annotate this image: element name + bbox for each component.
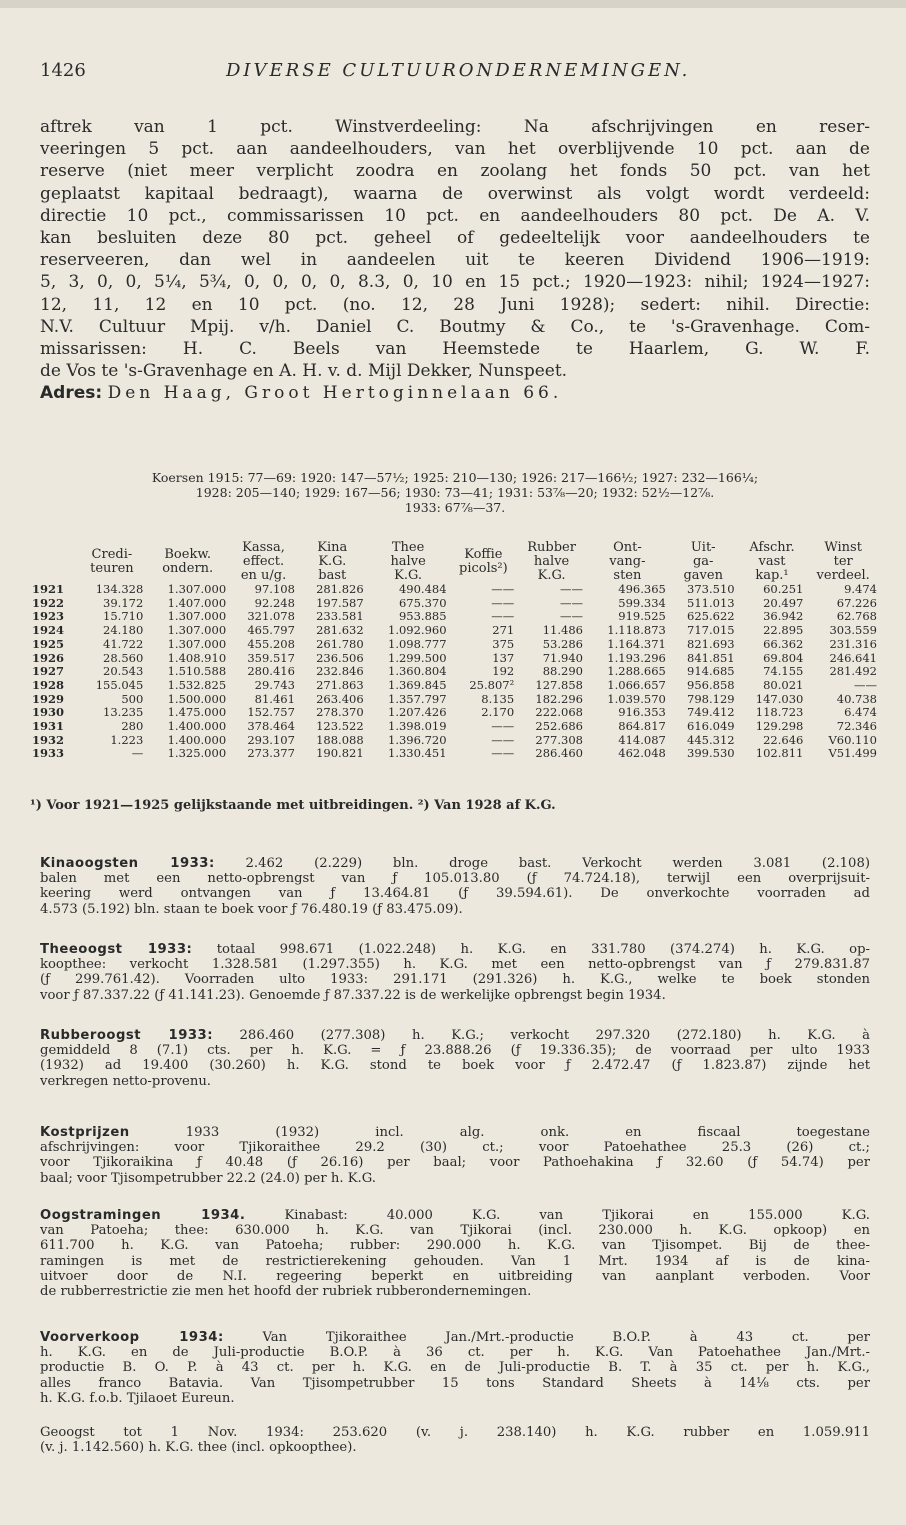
- table-cell: 134.328: [95, 582, 144, 596]
- table-cell: 13.235: [103, 705, 144, 720]
- section-line: Geoogst tot 1 Nov. 1934: 253.620 (v. j. 238.140) h. K.G. rubber en 1.059.911: [40, 1425, 870, 1440]
- section-line: uitvoer door de N.I. regeering beperkt en uitbreiding van aanplant verboden. Voor: [40, 1268, 870, 1284]
- table-cell: 2.170: [481, 705, 515, 720]
- table-cell: ——: [559, 609, 583, 624]
- table-cell: 455.208: [247, 636, 295, 651]
- table-cell: 675.370: [398, 595, 447, 610]
- table-cell: 80.021: [763, 677, 804, 692]
- column-header-line: picols²): [459, 561, 508, 576]
- column-header-line: Thee: [391, 540, 425, 555]
- year-cell: 1922: [32, 595, 65, 610]
- table-cell: 15.710: [103, 609, 144, 624]
- table-cell: 1.307.000: [167, 636, 227, 651]
- section-line: [40, 942, 870, 957]
- table-cell: ——: [491, 582, 515, 596]
- table-cell: 465.797: [247, 623, 295, 638]
- table-body: [30, 583, 880, 761]
- column-header-line: Afschr.: [749, 540, 795, 555]
- table-cell: 92.248: [254, 595, 295, 610]
- table-cell: 500: [121, 691, 144, 706]
- table-cell: 1.407.000: [167, 595, 227, 610]
- section-line: voor ƒ 87.337.22 (ƒ 41.141.23). Genoemde ƒ 87.337.22 is de werkelijke opbrengst begin 1934.: [40, 987, 666, 1003]
- year-cell: 1929: [32, 691, 65, 706]
- section-paragraph: [40, 1425, 870, 1455]
- table-cell: 1.396.720: [388, 732, 447, 747]
- year-cell: 1926: [32, 650, 65, 665]
- section-line: productie B. O. P. à 43 ct. per h. K.G. en de Juli-productie B. T. à 35 ct. per h. K.G.,: [40, 1360, 870, 1376]
- table-cell: 414.087: [618, 732, 666, 747]
- koersen-line: 1933: 67⅞—37.: [404, 500, 506, 515]
- table-cell: 1.400.000: [167, 719, 227, 734]
- year-cell: 1923: [32, 609, 65, 624]
- section-line: 611.700 h. K.G. van Patoeha; rubber: 290.000 h. K.G. van Tjisompet. Bij de thee-: [40, 1238, 870, 1254]
- table-cell: 261.780: [316, 636, 364, 651]
- section-line: koopthee: verkocht 1.328.581 (1.297.355) h. K.G. met een netto-opbrengst van ƒ 279.831.87: [40, 957, 870, 973]
- column-header: [738, 541, 807, 583]
- table-cell: 616.049: [687, 719, 735, 734]
- table-cell: 22.646: [763, 732, 804, 747]
- table-cell: 66.362: [763, 636, 804, 651]
- section-paragraph: [40, 1125, 870, 1186]
- page-header: [40, 60, 870, 88]
- table-cell: 798.129: [687, 691, 735, 706]
- table-cell: 62.768: [836, 609, 877, 624]
- section-line: [40, 856, 870, 871]
- table-cell: 271.863: [316, 677, 364, 692]
- table-cell: 490.484: [398, 582, 447, 596]
- column-header-line: sten: [613, 568, 642, 583]
- section-text: 1933 (1932) incl. alg. onk. en fiscaal toegestane: [185, 1125, 870, 1140]
- table-cell: 1.510.588: [167, 664, 227, 679]
- table-row: [30, 679, 880, 693]
- table-cell: 53.286: [542, 636, 583, 651]
- table-cell: 1.193.296: [607, 650, 666, 665]
- table-cell: ——: [491, 746, 515, 761]
- koersen-line: Koersen 1915: 77—69: 1920: 147—57½; 1925: 210—130; 1926: 217—166½; 1927: 232—166¼;: [151, 470, 759, 485]
- column-header-line: Boekw.: [164, 547, 212, 562]
- table-cell: 599.334: [618, 595, 666, 610]
- year-cell: 1921: [32, 582, 65, 596]
- table-cell: 445.312: [687, 732, 735, 747]
- table-cell: 1.118.873: [607, 623, 666, 638]
- section-paragraph: [40, 856, 870, 917]
- column-header-line: ter: [833, 554, 853, 569]
- column-header-line: halve: [390, 554, 426, 569]
- table-row: [30, 665, 880, 679]
- column-header: [298, 541, 367, 583]
- column-header-line: Ont-: [613, 540, 642, 555]
- table-cell: 277.308: [535, 732, 583, 747]
- section-text: totaal 998.671 (1.022.248) h. K.G. en 331.780 (374.274) h. K.G. op-: [216, 942, 870, 957]
- table-cell: ——: [491, 609, 515, 624]
- table-cell: 8.135: [481, 691, 515, 706]
- table-cell: 24.180: [103, 623, 144, 638]
- column-header-line: vang-: [609, 554, 646, 569]
- page-number: 1426: [40, 60, 86, 81]
- table-cell: 233.581: [316, 609, 364, 624]
- section-paragraph: [40, 1028, 870, 1089]
- table-cell: 293.107: [247, 732, 295, 747]
- table-cell: 914.685: [687, 664, 735, 679]
- section-line: h. K.G. en de Juli-productie B.O.P. à 36 ct. per h. K.G. Van Patoehathee Jan./Mrt.-: [40, 1345, 870, 1361]
- table-cell: 118.723: [755, 705, 804, 720]
- table-cell: 1.307.000: [167, 609, 227, 624]
- year-cell: 1928: [32, 677, 65, 692]
- table-cell: 102.811: [755, 746, 804, 761]
- running-title: DIVERSE CULTUURONDERNEMINGEN.: [226, 60, 691, 81]
- table-cell: 378.464: [247, 719, 295, 734]
- table-cell: 1.098.777: [388, 636, 447, 651]
- section-paragraph: [40, 942, 870, 1003]
- table-cell: 39.172: [103, 595, 144, 610]
- scan-edge: [0, 0, 906, 8]
- table-cell: 359.517: [247, 650, 295, 665]
- table-cell: 67.226: [836, 595, 877, 610]
- table-cell: 155.045: [95, 677, 144, 692]
- table-cell: 1.223: [110, 732, 144, 747]
- table-cell: 286.460: [535, 746, 583, 761]
- table-cell: 246.641: [829, 650, 877, 665]
- table-cell: 280.416: [247, 664, 295, 679]
- table-cell: 1.207.426: [388, 705, 447, 720]
- adres-line: [40, 382, 870, 404]
- table-cell: 1.357.797: [388, 691, 447, 706]
- table-cell: 273.377: [247, 746, 295, 761]
- financial-table: [30, 541, 880, 761]
- table-cell: 71.940: [542, 650, 583, 665]
- table-cell: 252.686: [535, 719, 583, 734]
- table-cell: 1.500.000: [167, 691, 227, 706]
- column-header-line: kap.¹: [755, 568, 789, 583]
- table-row: [30, 610, 880, 624]
- table-cell: 511.013: [687, 595, 735, 610]
- section-line: alles franco Batavia. Van Tjisompetrubber 15 tons Standard Sheets à 14⅛ cts. per: [40, 1375, 870, 1391]
- section-line: (v. j. 1.142.560) h. K.G. thee (incl. opkoopthee).: [40, 1440, 357, 1456]
- section-line: [40, 1125, 870, 1140]
- table-cell: 188.088: [316, 732, 364, 747]
- year-cell: 1930: [32, 705, 65, 720]
- table-cell: 919.525: [618, 609, 666, 624]
- table-cell: 190.821: [316, 746, 364, 761]
- year-cell: 1932: [32, 732, 65, 747]
- table-cell: 321.078: [247, 609, 295, 624]
- column-header-line: Koffie: [464, 547, 503, 562]
- table-cell: 25.807²: [469, 677, 515, 692]
- table-cell: 281.632: [316, 623, 364, 638]
- table-header-row: [30, 541, 880, 583]
- table-cell: 375: [492, 636, 515, 651]
- section-line: [40, 1330, 870, 1345]
- table-cell: 956.858: [687, 677, 735, 692]
- table-cell: 1.330.451: [388, 746, 447, 761]
- table-cell: 303.559: [829, 623, 877, 638]
- section-line: verkregen netto-provenu.: [40, 1073, 211, 1089]
- column-header-line: verdeel.: [816, 568, 870, 583]
- intro-line: missarissen: H. C. Beels van Heemstede te Haarlem, G. W. F.: [40, 338, 870, 359]
- column-header: [669, 541, 738, 583]
- table-cell: 462.048: [618, 746, 666, 761]
- column-header: [450, 541, 518, 583]
- table-cell: 28.560: [103, 650, 144, 665]
- table-cell: 41.722: [103, 636, 144, 651]
- section-label: Kostprijzen: [40, 1125, 130, 1140]
- column-header-line: Uit-: [690, 540, 716, 555]
- table-cell: 1.164.371: [607, 636, 666, 651]
- column-header-line: en u/g.: [240, 568, 287, 583]
- section-paragraph: [40, 1208, 870, 1299]
- table-cell: 147.030: [755, 691, 804, 706]
- table-cell: 399.530: [687, 746, 735, 761]
- table-cell: 72.346: [836, 719, 877, 734]
- section-line: [40, 1028, 870, 1043]
- table-cell: 717.015: [687, 623, 735, 638]
- table-cell: 22.895: [763, 623, 804, 638]
- table-cell: 1.400.000: [167, 732, 227, 747]
- table-cell: 232.846: [316, 664, 364, 679]
- column-header: [229, 541, 298, 583]
- intro-line: N.V. Cultuur Mpij. v/h. Daniel C. Boutmy & Co., te 's-Gravenhage. Com-: [40, 316, 870, 337]
- column-header: [146, 541, 229, 583]
- table-cell: 1.092.960: [388, 623, 447, 638]
- column-header-line: halve: [533, 554, 570, 569]
- table-cell: 6.474: [844, 705, 877, 720]
- table-cell: 1.325.000: [167, 746, 227, 761]
- table-cell: 88.290: [542, 664, 583, 679]
- column-header: [30, 541, 78, 583]
- table-cell: 496.365: [618, 582, 666, 596]
- table-cell: 1.299.500: [388, 650, 447, 665]
- table-cell: 182.296: [535, 691, 583, 706]
- table-cell: 129.298: [755, 719, 804, 734]
- table-cell: —: [131, 746, 144, 761]
- column-header: [586, 541, 669, 583]
- table-row: [30, 693, 880, 707]
- table-cell: 1.307.000: [167, 623, 227, 638]
- column-header: [806, 541, 880, 583]
- table-cell: 137: [492, 650, 515, 665]
- table-cell: ——: [491, 719, 515, 734]
- table-cell: V60.110: [828, 732, 877, 747]
- column-header-line: teuren: [90, 561, 134, 576]
- table-cell: 281.492: [829, 664, 877, 679]
- table-cell: 1.039.570: [607, 691, 666, 706]
- column-header-line: Credi-: [91, 547, 133, 562]
- section-text: Kinabast: 40.000 K.G. van Tjikorai en 155.000 K.G.: [284, 1208, 870, 1223]
- section-line: [40, 1208, 870, 1223]
- section-line: (1932) ad 19.400 (30.260) h. K.G. stond te boek voor ƒ 2.472.47 (ƒ 1.823.87) zijnde het: [40, 1058, 870, 1074]
- koersen-block: [40, 470, 870, 515]
- table-cell: 841.851: [687, 650, 735, 665]
- table-cell: 123.522: [316, 719, 364, 734]
- section-line: 4.573 (5.192) bln. staan te boek voor ƒ 76.480.19 (ƒ 83.475.09).: [40, 901, 463, 917]
- table-row: [30, 720, 880, 734]
- table-cell: 749.412: [687, 705, 735, 720]
- section-label: Voorverkoop 1934:: [40, 1330, 224, 1345]
- table-row: [30, 583, 880, 597]
- table-cell: 192: [492, 664, 515, 679]
- table-cell: 1.408.910: [167, 650, 227, 665]
- column-header-line: gaven: [683, 568, 723, 583]
- table-cell: 1.398.019: [388, 719, 447, 734]
- section-line: voor Tjikoraikina ƒ 40.48 (ƒ 26.16) per baal; voor Pathoehakina ƒ 32.60 (ƒ 54.74) per: [40, 1155, 870, 1171]
- column-header-line: K.G.: [318, 554, 347, 569]
- table-cell: 11.486: [542, 623, 583, 638]
- table-cell: 74.155: [763, 664, 804, 679]
- column-header-line: Kina: [317, 540, 348, 555]
- column-header-line: Rubber: [527, 540, 576, 555]
- section-paragraph: [40, 1330, 870, 1406]
- column-header-line: K.G.: [394, 568, 423, 583]
- table-cell: 97.108: [254, 582, 295, 596]
- adres-label: Adres:: [40, 383, 103, 404]
- year-cell: 1924: [32, 623, 65, 638]
- section-text: 286.460 (277.308) h. K.G.; verkocht 297.320 (272.180) h. K.G. à: [239, 1028, 870, 1043]
- year-cell: 1933: [32, 746, 65, 761]
- column-header-line: K.G.: [537, 568, 566, 583]
- table-row: [30, 597, 880, 611]
- intro-line: geplaatst kapitaal bedraagt), waarna de overwinst als volgt wordt verdeeld:: [40, 183, 870, 204]
- intro-line: veeringen 5 pct. aan aandeelhouders, van het overblijvende 10 pct. aan de: [40, 139, 870, 160]
- section-label: Theeoogst 1933:: [40, 942, 193, 957]
- section-label: Kinaoogsten 1933:: [40, 856, 215, 871]
- table-cell: 29.743: [254, 677, 295, 692]
- intro-line: de Vos te 's-Gravenhage en A. H. v. d. Mijl Dekker, Nunspeet.: [40, 361, 568, 382]
- intro-line: 5, 3, 0, 0, 5¼, 5¾, 0, 0, 0, 0, 8.3, 0, 10 en 15 pct.; 1920—1923: nihil; 1924—1927:: [40, 272, 870, 293]
- intro-line: directie 10 pct., commissarissen 10 pct. en aandeelhouders 80 pct. De A. V.: [40, 205, 870, 226]
- column-header-line: Winst: [824, 540, 862, 555]
- section-line: h. K.G. f.o.b. Tjilaoet Eureun.: [40, 1390, 235, 1406]
- table-cell: 821.693: [687, 636, 735, 651]
- section-label: Oogstramingen 1934.: [40, 1208, 246, 1223]
- table-cell: 916.353: [618, 705, 666, 720]
- table-cell: 60.251: [763, 582, 804, 596]
- column-header-line: ga-: [692, 554, 714, 569]
- table-cell: 197.587: [316, 595, 364, 610]
- table-row: [30, 706, 880, 720]
- year-cell: 1925: [32, 636, 65, 651]
- column-header-line: ondern.: [162, 561, 214, 576]
- table-cell: ——: [559, 595, 583, 610]
- table-cell: 1.369.845: [388, 677, 447, 692]
- section-line: (ƒ 299.761.42). Voorraden ulto 1933: 291.171 (291.326) h. K.G., welke te boek stonden: [40, 972, 870, 988]
- table-cell: 36.942: [763, 609, 804, 624]
- year-cell: 1931: [32, 719, 65, 734]
- column-header-line: vast: [758, 554, 786, 569]
- table-cell: 1.360.804: [388, 664, 447, 679]
- adres-text: Den Haag, Groot Hertoginnelaan 66.: [107, 383, 563, 404]
- intro-line: kan besluiten deze 80 pct. geheel of gedeeltelijk voor aandeelhouders te: [40, 227, 870, 248]
- intro-line: reserveeren, dan wel in aandeelen uit te keeren Dividend 1906—1919:: [40, 250, 870, 271]
- table-cell: V51.499: [828, 746, 877, 761]
- section-line: baal; voor Tjisompetrubber 22.2 (24.0) per h. K.G.: [40, 1170, 377, 1186]
- table-cell: 152.757: [247, 705, 295, 720]
- section-text: 2.462 (2.229) bln. droge bast. Verkocht werden 3.081 (2.108): [245, 856, 870, 871]
- table-cell: 81.461: [254, 691, 295, 706]
- table-cell: 20.497: [763, 595, 804, 610]
- table-cell: 864.817: [618, 719, 666, 734]
- table-cell: 280: [121, 719, 144, 734]
- table-row: [30, 652, 880, 666]
- intro-line: 12, 11, 12 en 10 pct. (no. 12, 28 Juni 1928); sedert: nihil. Directie:: [40, 294, 870, 315]
- column-header: [78, 541, 147, 583]
- table-cell: 953.885: [398, 609, 447, 624]
- section-line: de rubberrestrictie zie men het hoofd der rubriek rubberondernemingen.: [40, 1283, 532, 1299]
- table-cell: 1.288.665: [607, 664, 666, 679]
- table-cell: ——: [854, 677, 877, 692]
- column-header-line: Kassa,: [242, 540, 285, 555]
- table-cell: 1.475.000: [167, 705, 227, 720]
- table-cell: 278.370: [316, 705, 364, 720]
- table-row: [30, 624, 880, 638]
- table-row: [30, 734, 880, 748]
- table-cell: 222.068: [535, 705, 583, 720]
- table-cell: 231.316: [829, 636, 877, 651]
- table-cell: 281.826: [316, 582, 364, 596]
- intro-line: aftrek van 1 pct. Winstverdeeling: Na afschrijvingen en reser-: [40, 117, 870, 137]
- table-cell: 373.510: [687, 582, 735, 596]
- section-line: van Patoeha; thee: 630.000 h. K.G. van Tjikorai (incl. 230.000 h. K.G. opkoop) en: [40, 1223, 870, 1239]
- table-cell: 263.406: [316, 691, 364, 706]
- table-cell: 20.543: [103, 664, 144, 679]
- table-cell: ——: [559, 582, 583, 596]
- column-header-line: effect.: [242, 554, 285, 569]
- column-header: [367, 541, 450, 583]
- table-cell: 271: [492, 623, 515, 638]
- table-cell: ——: [491, 732, 515, 747]
- section-line: afschrijvingen: voor Tjikoraithee 29.2 (30) ct.; voor Patoehathee 25.3 (26) ct.;: [40, 1140, 870, 1156]
- table-cell: 9.474: [844, 582, 877, 596]
- koersen-line: 1928: 205—140; 1929: 167—56; 1930: 73—41; 1931: 53⅞—20; 1932: 52½—12⅞.: [195, 485, 715, 500]
- table-cell: 625.622: [687, 609, 735, 624]
- table-cell: 127.858: [535, 677, 583, 692]
- table-cell: 1.066.657: [607, 677, 666, 692]
- table-row: [30, 747, 880, 761]
- table-cell: ——: [491, 595, 515, 610]
- section-text: Van Tjikoraithee Jan./Mrt.-productie B.O.P. à 43 ct. per: [262, 1330, 870, 1345]
- section-line: balen met een netto-opbrengst van ƒ 105.013.80 (ƒ 74.724.18), terwijl een overprijsuit-: [40, 871, 870, 887]
- section-label: Rubberoogst 1933:: [40, 1028, 213, 1043]
- table-footnote: ¹) Voor 1921—1925 gelijkstaande met uitbreidingen. ²) Van 1928 af K.G.: [30, 798, 556, 813]
- intro-line: reserve (niet meer verplicht zoodra en zoolang het fonds 50 pct. van het: [40, 161, 870, 182]
- section-line: gemiddeld 8 (7.1) cts. per h. K.G. = ƒ 23.888.26 (ƒ 19.336.35); de voorraad per ulto 1933: [40, 1043, 870, 1059]
- section-line: keering werd ontvangen van ƒ 13.464.81 (ƒ 39.594.61). De onverkochte voorraden ad: [40, 886, 870, 902]
- section-line: ramingen is met de restrictierekening gehouden. Van 1 Mrt. 1934 af is de kina-: [40, 1253, 870, 1269]
- table-row: [30, 638, 880, 652]
- column-header-line: bast: [318, 568, 347, 583]
- year-cell: 1927: [32, 664, 65, 679]
- table-cell: 236.506: [316, 650, 364, 665]
- column-header: [517, 541, 586, 583]
- table-cell: 1.307.000: [167, 582, 227, 596]
- table-cell: 1.532.825: [167, 677, 227, 692]
- intro-paragraph: [40, 116, 870, 404]
- table-cell: 69.804: [763, 650, 804, 665]
- table-cell: 40.738: [836, 691, 877, 706]
